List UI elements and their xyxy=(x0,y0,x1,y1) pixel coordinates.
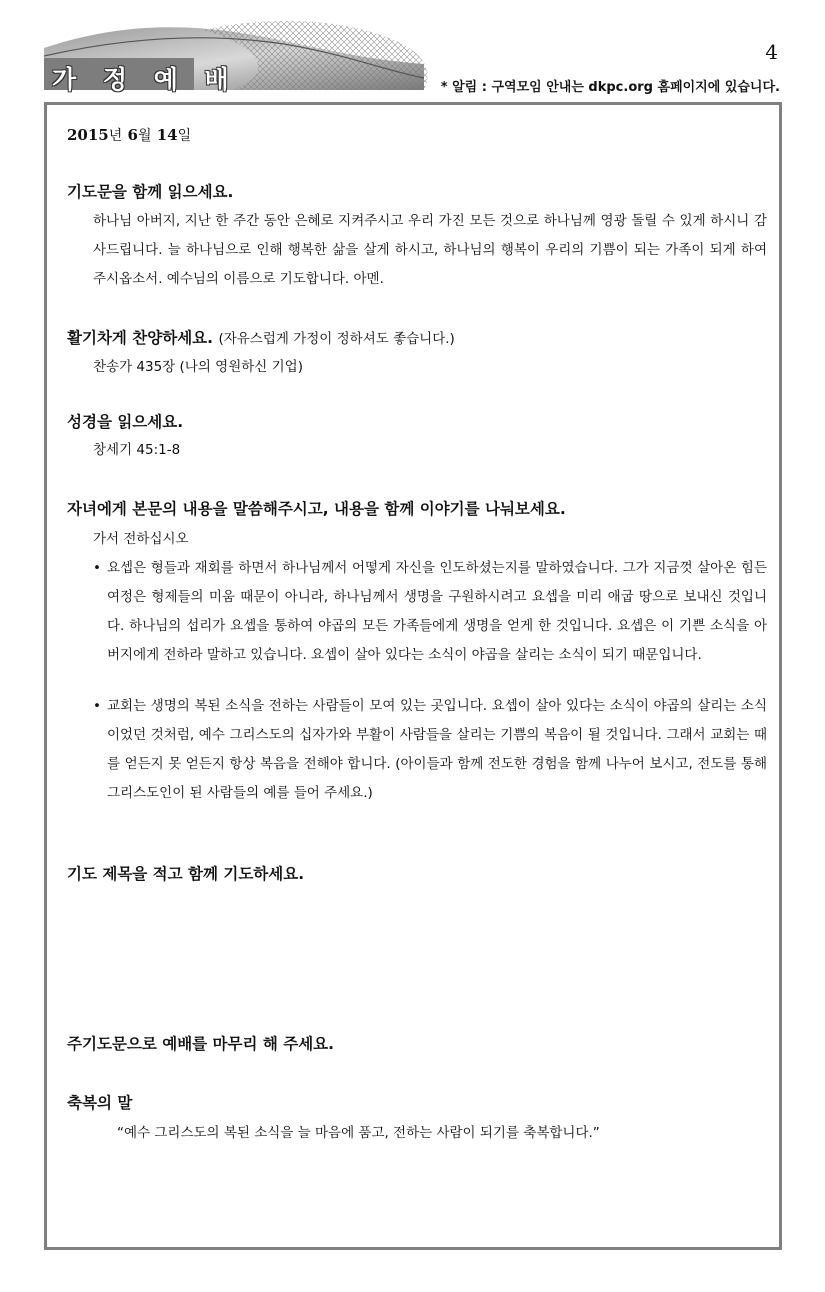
praise-note: (자유스럽게 가정이 정하셔도 좋습니다.) xyxy=(218,331,455,347)
bullet-marker: • xyxy=(93,560,101,576)
bullet-marker: • xyxy=(93,698,101,714)
praise-section xyxy=(67,327,767,378)
header-notice: * 알림 : 구역모임 안내는 dkpc.org 홈페이지에 있습니다. xyxy=(440,80,780,95)
prayer-heading: 기도문을 함께 읽으세요. xyxy=(67,183,234,201)
date-year: 2015 xyxy=(67,126,109,144)
service-date xyxy=(67,125,191,145)
date-month-unit: 월 xyxy=(137,128,152,144)
content-frame xyxy=(44,102,782,1250)
scripture-passage: 창세기 45:1-8 xyxy=(93,442,181,458)
discussion-section xyxy=(67,498,767,808)
discussion-point-text: 요셉은 형들과 재회를 하면서 하나님께서 어떻게 자신을 인도하셨는지를 말하였습니다. 그가 지금껏 살아온 힘든 여정은 형제들의 미움 때문이 아니라, 하나님께서 생명을 구원하시려고 요셉을 미리 애굽 땅으로 보내신 것입니다. 하나님의 섭리가 요셉을 통하여 야곱의 모든 가족들에게 생명을 얻게 한 것입니다. 요셉은 이 기쁜 소식을 아버지에게 전하라 말하고 있습니다. 요셉이 살아 있다는 소식이 야곱을 살리는 소식이 되기 때문입니다. xyxy=(107,560,767,663)
date-day-unit: 일 xyxy=(177,128,192,144)
lords-prayer-heading: 주기도문으로 예배를 마무리 해 주세요. xyxy=(67,1035,335,1053)
scripture-section xyxy=(67,411,767,461)
date-month: 6 xyxy=(127,126,138,144)
date-day: 14 xyxy=(156,126,178,144)
discussion-subtitle: 가서 전하십시오 xyxy=(93,531,189,547)
prayer-topics-heading: 기도 제목을 적고 함께 기도하세요. xyxy=(67,865,305,883)
blessing-heading: 축복의 말 xyxy=(67,1094,133,1112)
hymn-text: 찬송가 435장 (나의 영원하신 기업) xyxy=(93,359,303,375)
discussion-point xyxy=(93,692,767,808)
prayer-section xyxy=(67,181,767,294)
blessing-section xyxy=(67,1092,767,1144)
blessing-quote: “예수 그리스도의 복된 소식을 늘 마음에 품고, 전하는 사람이 되기를 축복합니다.” xyxy=(117,1125,600,1141)
discussion-point xyxy=(93,554,767,670)
date-year-unit: 년 xyxy=(108,128,123,144)
praise-heading-line xyxy=(67,327,767,350)
page-header xyxy=(44,18,784,98)
lords-prayer-section xyxy=(67,1033,767,1055)
scripture-heading: 성경을 읽으세요. xyxy=(67,413,184,431)
prayer-text: 하나님 아버지, 지난 한 주간 동안 은혜로 지켜주시고 우리 가진 모든 것으로 하나님께 영광 돌릴 수 있게 하시니 감사드립니다. 늘 하나님으로 인해 행복한 삶을 살게 하시고, 하나님의 행복이 우리의 기쁨이 되는 가족이 되게 하여 주시옵소서. 예수님의 이름으로 기도합니다. 아멘. xyxy=(93,213,767,287)
praise-heading: 활기차게 찬양하세요. xyxy=(67,329,214,347)
page-number: 4 xyxy=(765,40,778,64)
prayer-topics-section xyxy=(67,863,767,885)
discussion-point-text: 교회는 생명의 복된 소식을 전하는 사람들이 모여 있는 곳입니다. 요셉이 살아 있다는 소식이 야곱의 살리는 소식이었던 것처럼, 예수 그리스도의 십자가와 부활이 사람들을 살리는 기쁨의 복음이 될 것입니다. 그래서 교회는 때를 얻든지 못 얻든지 항상 복음을 전해야 합니다. (아이들과 함께 전도한 경험을 함께 나누어 보시고, 전도를 통해 그리스도인이 된 사람들의 예를 들어 주세요.) xyxy=(107,698,767,801)
header-title: 가 정 예 배 xyxy=(52,65,238,94)
discussion-heading: 자녀에게 본문의 내용을 말씀해주시고, 내용을 함께 이야기를 나눠보세요. xyxy=(67,500,566,518)
